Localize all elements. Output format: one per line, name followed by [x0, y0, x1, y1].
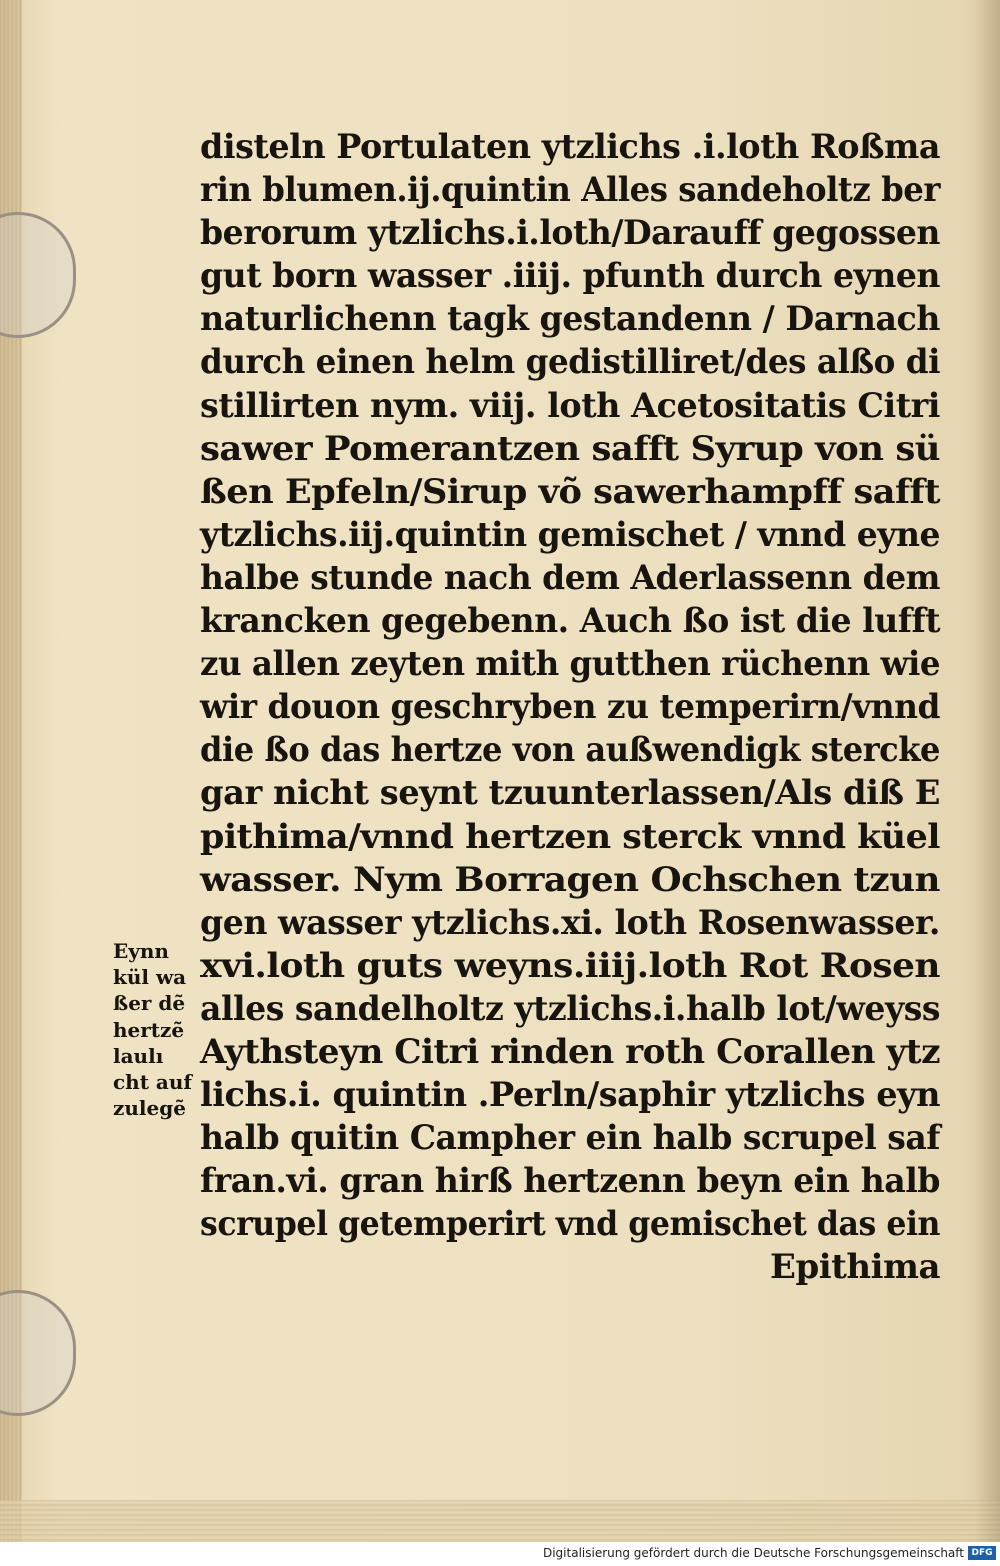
- text-line: durch einen helm gedistilliret/des alßo di: [200, 342, 940, 383]
- footer-bar: [0, 1542, 1000, 1566]
- text-line: zu allen zeyten mith gutthen rüchenn wie: [200, 644, 940, 685]
- text-line: die ßo das hertze von außwendigk stercke: [200, 730, 940, 771]
- text-line: ytzlichs.iij.quintin gemischet / vnnd eyne: [200, 514, 940, 555]
- dfg-logo-icon: DFG: [968, 1546, 996, 1560]
- margin-note-line: ßer dẽ: [113, 991, 186, 1016]
- text-line: disteln Portulaten ytzlichs .i.loth Roßma: [200, 127, 940, 167]
- text-line: halbe stunde nach dem Aderlassenn dem: [200, 557, 940, 598]
- text-line: ßen Epfeln/Sirup võ sawerhampff safft: [200, 471, 941, 512]
- text-line: krancken gegebenn. Auch ßo ist die lufft: [200, 601, 940, 642]
- text-line: alles sandelholtz ytzlichs.i.halb lot/weyss: [200, 988, 940, 1029]
- text-line: wasser. Nym Borragen Ochschen tzun: [200, 859, 940, 900]
- margin-note: [113, 938, 233, 1121]
- margin-note-line: Eynn: [113, 939, 169, 963]
- text-line: Epithima: [770, 1247, 940, 1288]
- margin-note-line: laulı: [113, 1043, 164, 1068]
- text-line: gar nicht seynt tzuunterlassen/Als diß E: [200, 773, 940, 814]
- text-line: Aythsteyn Citri rinden roth Corallen ytz: [200, 1031, 940, 1072]
- show-through-ink: [120, 840, 210, 930]
- text-line: pithima/vnnd hertzen sterck vnnd küel: [200, 816, 940, 857]
- text-line: rin blumen.ij.quintin Alles sandeholtz ber: [200, 170, 940, 211]
- text-line: gut born wasser .iiij. pfunth durch eynen: [200, 256, 940, 297]
- text-line: halb quitin Campher ein halb scrupel saf: [200, 1118, 940, 1159]
- text-line: stillirten nym. viij. loth Acetositatis Citri: [200, 385, 940, 426]
- text-line: lichs.i. quintin .Perln/saphir ytzlichs eyn: [200, 1075, 940, 1116]
- text-line: wir douon geschryben zu temperirn/vnnd: [200, 687, 940, 728]
- text-line: naturlichenn tagk gestandenn / Darnach: [200, 299, 940, 340]
- margin-note-line: cht auf: [113, 1070, 193, 1095]
- funding-credit: Digitalisierung gefördert durch die Deutsche Forschungsgemeinschaft: [542, 1546, 964, 1560]
- margin-note-line: kül wa: [113, 965, 187, 990]
- page-clip-bottom-icon: [0, 1290, 76, 1416]
- text-line: fran.vi. gran hirß hertzenn beyn ein halb: [200, 1161, 940, 1202]
- page-clip-top-icon: [0, 212, 76, 338]
- text-line: xvi.loth guts weyns.iiij.loth Rot Rosen: [200, 945, 940, 986]
- main-text-block: [200, 126, 960, 1290]
- margin-note-line: zulegẽ: [113, 1096, 186, 1121]
- binding-gutter: [975, 0, 1000, 1542]
- text-line: berorum ytzlichs.i.loth/Darauff gegossen: [200, 213, 940, 254]
- text-line: scrupel getemperirt vnd gemischet das ein: [200, 1204, 940, 1245]
- page-stack-bottom-edge: [0, 1500, 1000, 1542]
- text-line: gen wasser ytzlichs.xi. loth Rosenwasser.: [200, 902, 940, 943]
- text-line: sawer Pomerantzen safft Syrup von sü: [200, 428, 940, 469]
- margin-note-line: hertzẽ: [113, 1017, 185, 1042]
